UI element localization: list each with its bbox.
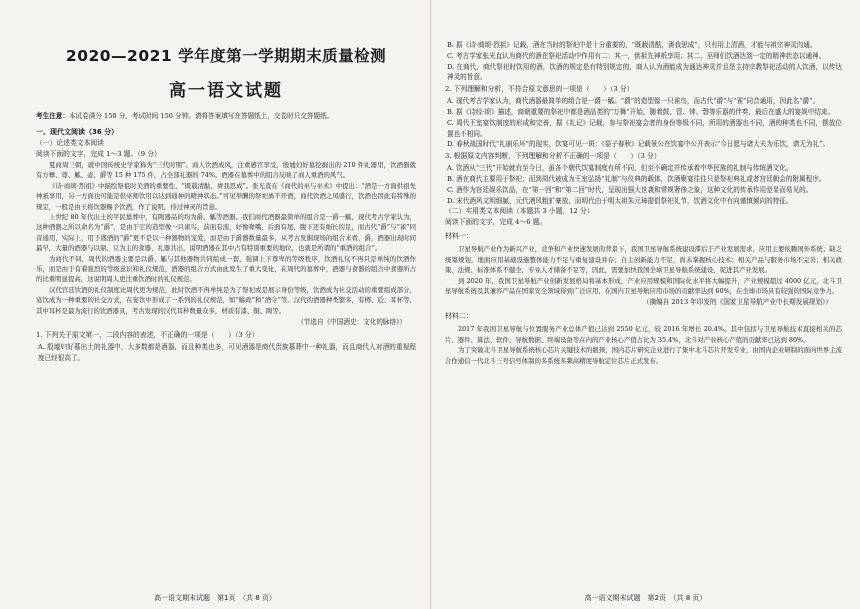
material-2-label: 材料二： xyxy=(445,312,473,321)
question-3-option-a: A. 饮酒从“三代”开始就有至今日，虽各个朝代饮宴制度有所不同，但至不确定并传承着中华民族的礼制与传统酒文化。 xyxy=(447,164,793,173)
material-paragraph: 2017 年我国卫星导航与位置服务产业总体产值已达到 2550 亿元，较 2016 年增长 20.4%。其中包括与卫星导航技术直接相关的芯片、器件、算法、软件、导航数据、终端设备等在内的产业核心产值占比为 35.4%，北斗对产业核心产值的贡献率已达到 80%。 xyxy=(445,325,842,344)
passage-paragraph: 为商代不同，周代的酒器主要是以爵、觚与其他器物共同组成一套，强调上下尊卑的等级秩序，饮酒礼仪不再只是单纯的饮酒作乐，而是由于有着强烈的等级意识和礼仪规范，酒器的组合方式由此发生了重大变化，在周代的墓葬中，酒器与食器的组合中食器所占的比重明显提高，这说明周人更注重饮酒时的礼仪规范。 xyxy=(36,254,416,284)
question-2: 2. 下列理解和分析，不符合原文意思的一项是（ ）（3 分） xyxy=(445,85,634,94)
reading-instruction: 阅读下面的文字，完成 1～3 题。（9 分） xyxy=(36,150,161,158)
passage-paragraph: 汉代宫廷饮酒的礼仪制度比周代更为规范，此时饮酒不再单纯是为了祭祀或是展示身份等级，饮酒成为社交活动的重要组成部分，宴饮成为一种重要的社交方式，在宴饮中形成了一系列的礼仪规范，如“觞政”和“酒令”等。汉代的酒器种类繁多，有樽、卮、耳杯等，其中耳杯是最为流行的饮酒器具，考古发现的汉代耳杯数量众多，材质有漆、铜、陶等。 xyxy=(36,285,416,315)
notice-label: 考生注意： xyxy=(36,112,69,120)
question-2-option-b: B. 据《诗经·颂》描述，商朝重要的祭祀中都是酒品类的“万舞”开始，随着鼓、管、钟、磬等乐器的伴奏，最后在盛大的宴娱中结束。 xyxy=(447,107,835,116)
material-paragraph: 为了突破北斗卫星导航系统核心芯片关键技术的瓶颈，国内芯片研究企业进行了集中北斗芯片开发专业，由国内企业研制的面向世界主流合作通信一代北斗三号信号体制的多系统多频高精度导航定位芯片正式发布。 xyxy=(445,346,842,365)
exam-notice xyxy=(36,111,416,122)
paper-title: 高一语文试题 xyxy=(169,81,283,101)
question-3: 3. 根据原文内容判断，下列理解和分析不正确的一项是（ ）（3 分） xyxy=(445,152,661,161)
notice-text: 本试卷满分 150 分，考试时间 150 分钟。请将答案填写在答题纸上，交卷时只交答题纸。 xyxy=(68,112,334,120)
page-footer-right: 高一语文期末试题 第2页 （共 8 页） xyxy=(584,594,707,602)
passage-source: （节选自《中国酒史：文化的脉络》） xyxy=(297,318,406,327)
question-1-option-b: B. 据《诗·商颂·烈祖》记载，酒在当时的祭祀中是十分重要的，“既载清酤，赉我思成”，只有用上清酒，才能与祖宗神灵沟通。 xyxy=(447,41,817,49)
right-page xyxy=(430,0,860,609)
question-3-option-c: C. 酒作为宫廷娱乐饮品，在“第一回”和“第二回”时代，呈现出强大世袭和常规奢侈之象，这种文化的传承作用是显而易见的。 xyxy=(447,185,813,194)
reading-instruction-2: 阅读下面的文字，完成 4～6 题。 xyxy=(445,218,547,227)
material-paragraph: 到 2020 年，我国卫星导航产业创新发展格局将基本形成，产业应用规模和国际化水平将大幅提升，产业规模超过 4000 亿元，北斗卫星导航系统及其兼容产品在国家安全领域得到广泛应用，在国内卫星导航应用市场的贡献率达到 60%，在全球市场具有较强的国际竞争力。 xyxy=(445,276,842,295)
material-1-source: （摘编自 2013 年印发的《国家卫星导航产业中长期发展规划》） xyxy=(642,298,832,307)
question-2-option-c: C. 周代王室宴饮制度的形成和完善，据《礼记》记载，参与祭祀宴会者的身份等级不同，所用的酒器也不同，酒的种类也不同，摆放位置也不相同。 xyxy=(447,118,842,138)
passage-paragraph: 夏商周三朝，就中国传统史学家称为“三代时期”。商人饮酒成风，注重感官享受，殷墟妇好墓挖掘出的 210 件礼器里，饮酒器就有方彝、尊、觚、壶、爵等 15 种 175 件，占全部礼器的 74%。酒器在墓葬中的组合反映了商人重酒的风气。 xyxy=(36,161,416,180)
question-2-option-a: A. 现代考古学家认为，商代酒器最简单的组合是一爵一觚。“爵”的造型像一只雀鸟，而古代“爵”与“雀”同音通用，因此名“爵”。 xyxy=(447,97,820,106)
page-footer-left: 高一语文期末试题 第1页 （共 8 页） xyxy=(154,594,276,602)
subsection-heading: （一）论述类文本阅读 xyxy=(36,139,104,147)
passage-paragraph: 上世纪 80 年代出土的平民墓葬中，有陶器品的均为爵、觚等酒器。我们商代酒器最简单的组合是一爵一觚，现代考古学家认为，这种酒器之所以命名为“爵”，是由于它的造型像一只雀鸟，前面有流，好像喙嘴，后面有尾，腹下还有细长的足，而古代“爵”与“雀”同音通用，实际上，用于盛酒的“爵”更不是以一种器物的宠爱，而是由于爵器数量最多，从考古发掘现场的组合来看，爵，酒器出现时间最早，大量的酒器与以鼎、豆为主的食器、礼器共出，说明酒器在其中占有特别重要的地位，也就是所谓的“重酒的组合”。 xyxy=(36,213,416,253)
question-1-option-a: A. 殷墟妇好墓出土的礼器中，大多数都是酒器，而且种类也多，可见酒器是商代贵族墓葬中一种礼器，而且商代人对酒的重视程度已经很高了。 xyxy=(38,343,416,362)
question-1-option-d: D. 在商代，商代祭祀时饮用的酒，饮酒的规定是有特别规定的，商人认为酒能成为通达神灵并且是主持宗教祭祀活动的人饮酒，以传达神灵的旨意。 xyxy=(447,62,842,82)
passage-paragraph: 《诗·商颂·烈祖》中描绘祭祖时美酒的重要性，“既载清酤，赉我思成”。张光直在《商代的巫与巫术》中提出：“酒是一方面供祖先神祇享用，另一方面也可能是供巫师饮用以达到通神的精神状态。”可见举酬的祭祀离不开酒，商代饮酒之风盛行，饮酒也因此有特殊的规定，一般是由王将饮器赐予饮酒，作了说明，待过神灵的旨意。 xyxy=(36,181,416,211)
question-3-option-d: D. 宋代酒风文明细腻，元代酒风粗犷豪放，而明代由于明太祖朱元璋提倡祭祀礼节，饮酒文化中有向谨慎倾向的特征。 xyxy=(447,196,793,205)
question-2-option-d: D. 春秋战国时代“礼崩乐坏”的现实，饮宴可见一斑：《晏子春秋》记载景公在饮宴中公开表示“今日愿与诸大夫为乐饮，请无为礼”。 xyxy=(447,140,830,149)
question-1: 1. 下列关于原文第一、二段内容的表述，不正确的一项是（ ）（3 分） xyxy=(36,331,259,340)
subsection-heading-2: （二）实用类文本阅读（本题共 3 小题，12 分） xyxy=(445,207,594,216)
question-3-option-b: B. 酒在商代主要用于祭祀；而到周代被成为王室弘扬“礼制”与仪典的载体，饮酒聚宴往往只是祭祀典礼或者宫廷朝会的附属程序。 xyxy=(447,174,826,183)
material-paragraph: 卫星导航产业作为新兴产业，竞争和产业快速发展的背景下，我国卫星导航系统建设滞后于产业发展需求，应用主要依赖国外系统；缺乏统筹规划，地面应用基础设施整体能力不足与重复建设并存；自主创新能力不足，尚未掌握核心技术；相关产品与服务市场不完善；相关政策、法规、标准体系不健全，专业人才储备不足等，因此，需要加快我国全球卫星导航系统建设，促进其产业发展。 xyxy=(445,245,842,275)
material-1-label: 材料一： xyxy=(445,232,473,241)
exam-title: 2020—2021 学年度第一学期期末质量检测 xyxy=(65,47,387,65)
question-1-option-c: C. 考古学家张光直认为商代的酒在祭祀活动中作用有二：其一，供祖先神祇享用；其二，巫师们饮酒达到一定的精神状态以通神。 xyxy=(447,51,826,60)
section-heading: 一、现代文阅读（36 分） xyxy=(36,128,119,136)
